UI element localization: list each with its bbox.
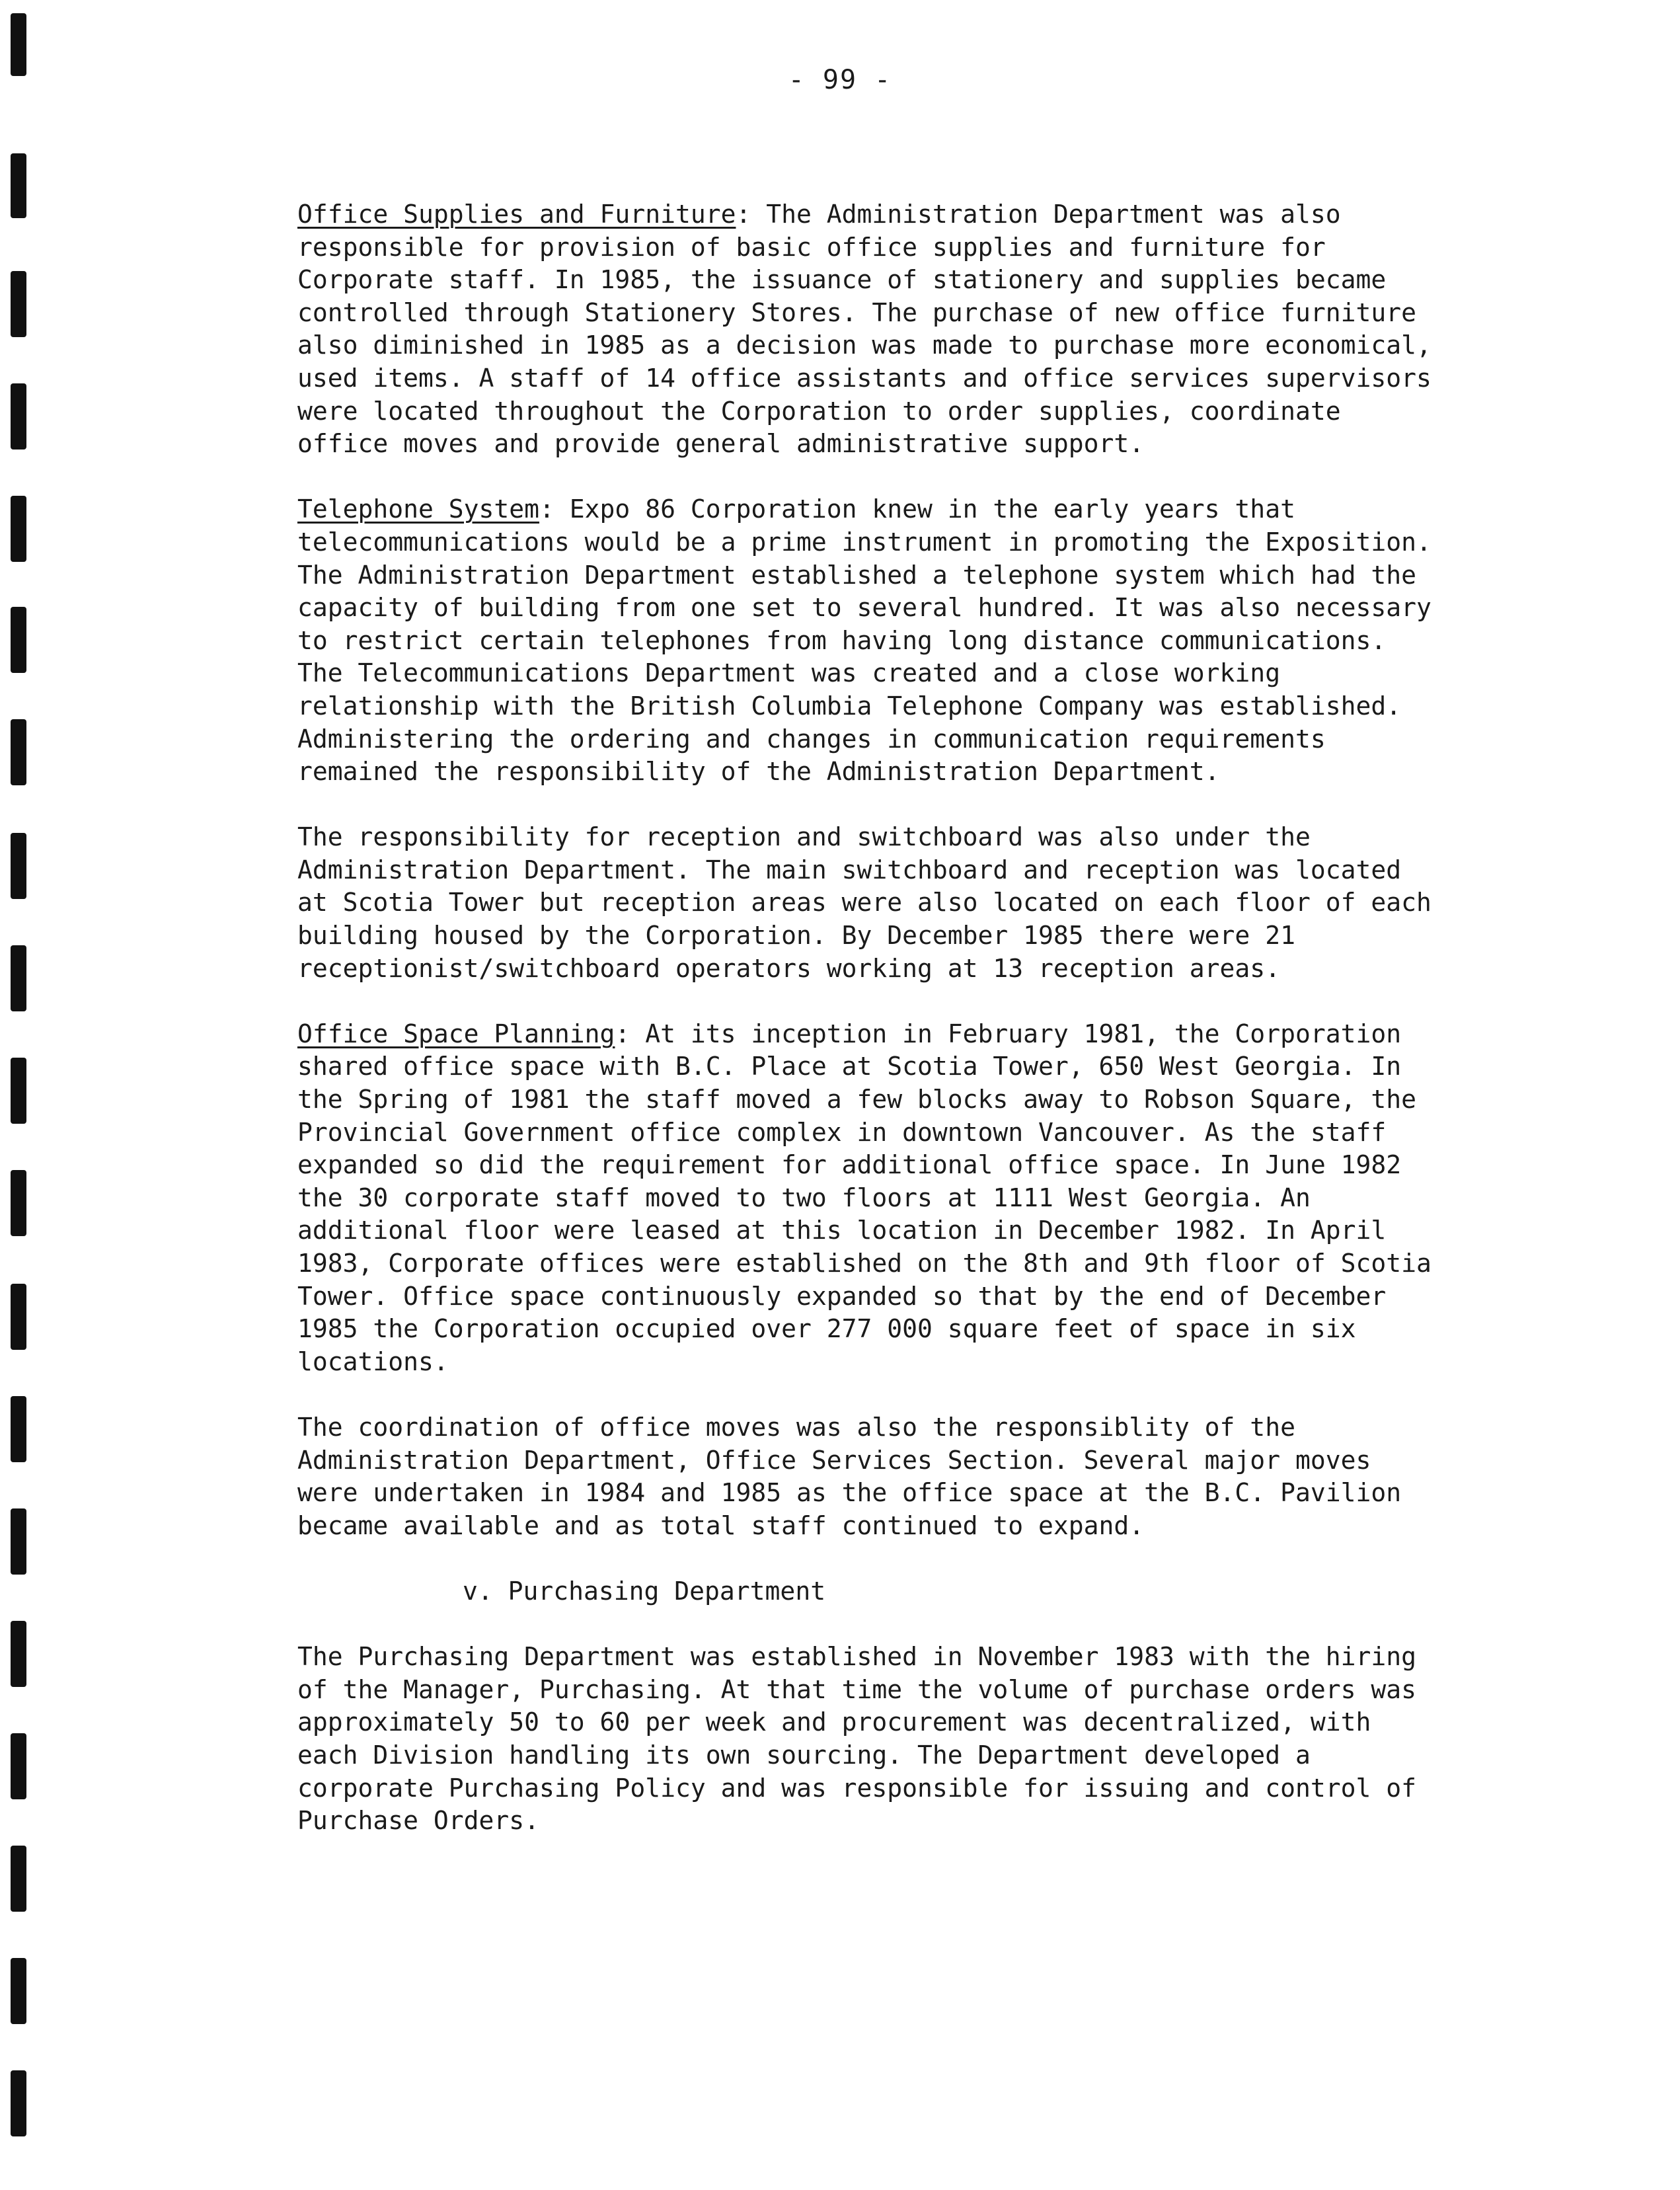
binding-mark	[11, 2070, 26, 2136]
binding-mark	[11, 945, 26, 1011]
binding-mark	[11, 1284, 26, 1350]
page-number: - 99 -	[788, 65, 892, 95]
paragraph-reception: The responsibility for reception and switchboard was also under the Administration Department. The main switchboard and reception was located at Scotia Tower but reception areas were also located on each floor of each building housed by the Corporation. By December 1985 there were 21 receptionist/switchboard operators working at 13 reception areas.	[297, 822, 1432, 983]
binding-mark	[11, 271, 26, 337]
paragraph-telephone-system	[297, 493, 1553, 788]
binding-mark	[11, 1621, 26, 1687]
paragraph-purchasing: The Purchasing Department was established in November 1983 with the hiring of the Manager, Purchasing. At that time the volume of purchase orders was approximately 50 to 60 per week and procurement was decentralized, with each Division handling its own sourcing. The Department developed a corporate Purchasing Policy and was responsible for issuing and control of Purchase Orders.	[297, 1642, 1416, 1836]
body-text	[297, 198, 1553, 1838]
binding-mark	[11, 1958, 26, 2024]
binding-mark	[11, 719, 26, 785]
binding-mark	[11, 1170, 26, 1236]
paragraph-office-space-planning	[297, 1018, 1553, 1379]
binding-mark	[11, 153, 26, 218]
paragraph-office-supplies	[297, 198, 1553, 461]
binding-marks	[0, 0, 40, 2190]
paragraph-text: : At its inception in February 1981, the Corporation	[615, 1019, 1402, 1048]
section-heading-purchasing: v. Purchasing Department	[463, 1576, 826, 1606]
binding-mark	[11, 1508, 26, 1575]
paragraph-text: shared office space with B.C. Place at Scotia Tower, 650 West Georgia. In the Spring of 1981 the staff moved a few blocks away to Robson Square, the Provincial Government office complex in downtown Vancouver. As the staff expanded so did the requirement for additional office space. In June 1982 the 30 corporate staff moved to two floors at 1111 West Georgia. An additional floor were leased at this location in December 1982. In April 1983, Corporate offices were established on the 8th and 9th floor of Scotia Tower. Office space continuously expanded so that by the end of December 1985 the Corporation occupied over 277 000 square feet of space in six locations.	[297, 1052, 1432, 1376]
paragraph-text: : The Administration Department was also	[736, 200, 1341, 229]
heading-office-space-planning: Office Space Planning	[297, 1019, 615, 1048]
paragraph-text: : Expo 86 Corporation knew in the early years that	[539, 494, 1295, 524]
binding-mark	[11, 833, 26, 899]
paragraph-office-moves: The coordination of office moves was also the responsiblity of the Administration Department, Office Services Section. Several major moves were undertaken in 1984 and 1985 as the office space at the B.C. Pavilion became available and as total staff continued to expand.	[297, 1412, 1402, 1540]
binding-mark	[11, 496, 26, 562]
heading-telephone-system: Telephone System	[297, 494, 540, 524]
paragraph-text: telecommunications would be a prime instrument in promoting the Exposition. The Administration Department established a telephone system which had the capacity of building from one set to several hundred. It was also necessary to restrict certain telephones from having long distance communications. The Telecommunications Department was created and a close working relationship with the British Columbia Telephone Company was established. Administering the ordering and changes in communication requirements remained the responsibility of the Administration Department.	[297, 527, 1432, 787]
binding-mark	[11, 383, 26, 450]
paragraph-text: responsible for provision of basic office supplies and furniture for Corporate staff. In 1985, the issuance of stationery and supplies became controlled through Stationery Stores. The purchase of new office furniture also diminished in 1985 as a decision was made to purchase more economical, used items. A staff of 14 office assistants and office services supervisors were located throughout the Corporation to order supplies, coordinate office moves and provide general administrative support.	[297, 232, 1432, 459]
binding-mark	[11, 1058, 26, 1124]
binding-mark	[11, 607, 26, 673]
binding-mark	[11, 1846, 26, 1912]
heading-office-supplies: Office Supplies and Furniture	[297, 200, 736, 229]
binding-mark	[11, 1733, 26, 1799]
binding-mark	[11, 1396, 26, 1462]
